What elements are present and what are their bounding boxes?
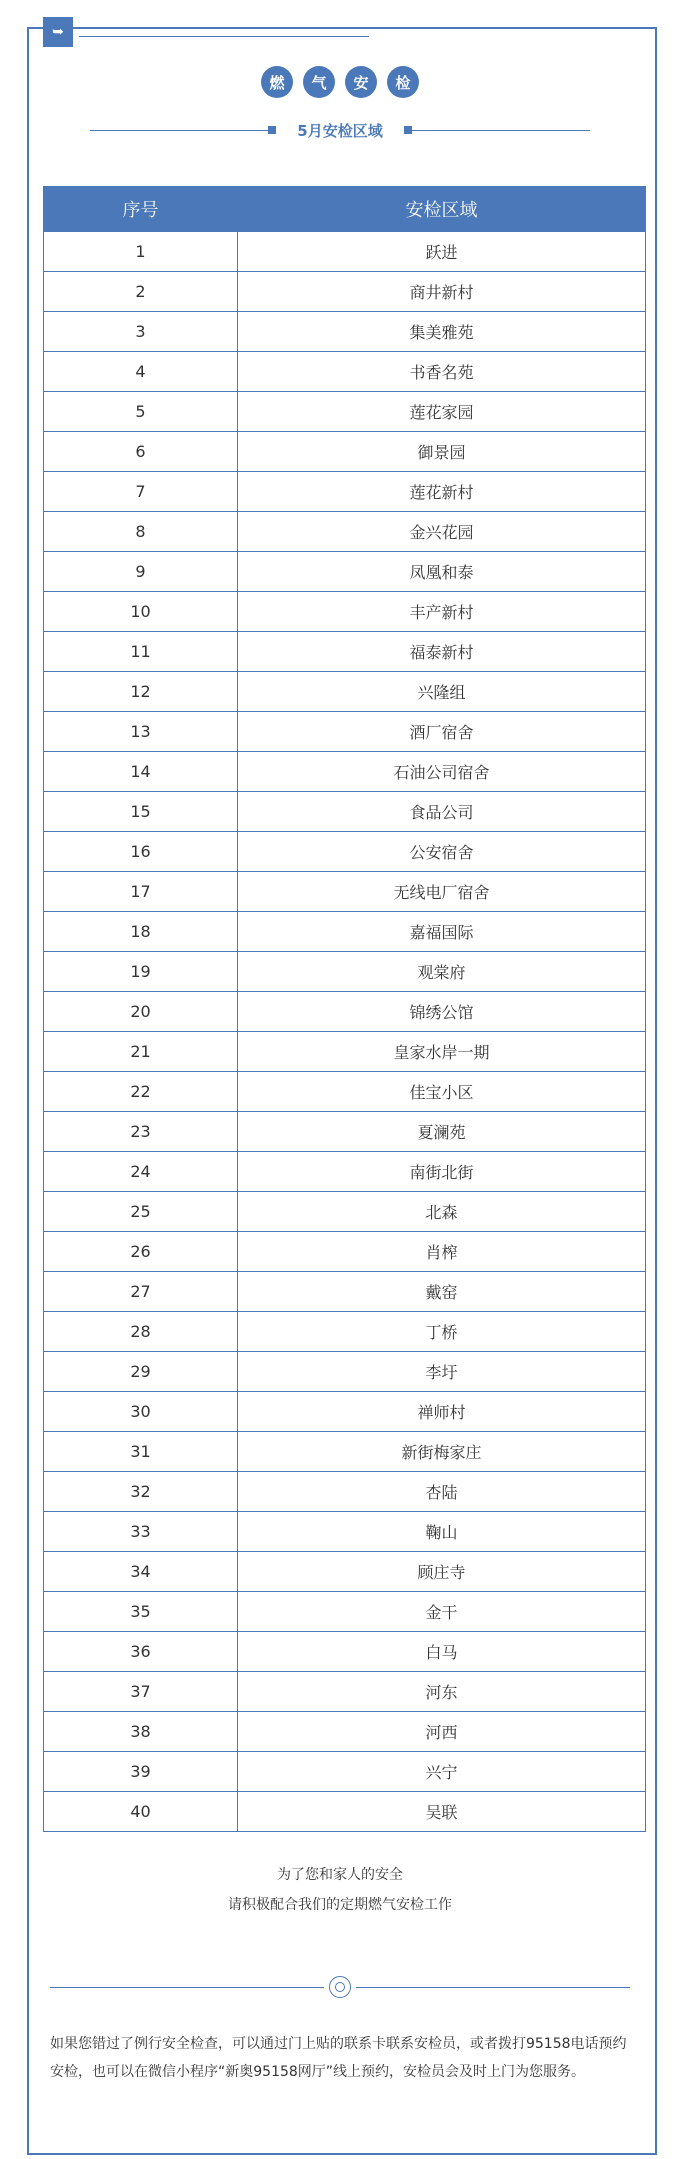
table-row — [44, 672, 646, 712]
row-index: 27 — [44, 1272, 238, 1312]
divider-line — [356, 1987, 630, 1988]
table-row — [44, 792, 646, 832]
row-index: 38 — [44, 1712, 238, 1752]
row-index: 21 — [44, 1032, 238, 1072]
table-row — [44, 1472, 646, 1512]
row-index: 30 — [44, 1392, 238, 1432]
row-area: 福泰新村 — [238, 632, 646, 672]
row-index: 34 — [44, 1552, 238, 1592]
row-index: 22 — [44, 1072, 238, 1112]
table-row — [44, 1152, 646, 1192]
title-char: 燃 — [261, 66, 293, 98]
row-index: 10 — [44, 592, 238, 632]
row-area: 新街梅家庄 — [238, 1432, 646, 1472]
row-area: 莲花家园 — [238, 392, 646, 432]
table-row — [44, 832, 646, 872]
column-header-area: 安检区域 — [238, 187, 646, 232]
row-index: 39 — [44, 1752, 238, 1792]
row-area: 吴联 — [238, 1792, 646, 1832]
row-area: 杏陆 — [238, 1472, 646, 1512]
row-area: 丁桥 — [238, 1312, 646, 1352]
table-row — [44, 1672, 646, 1712]
table-row — [44, 272, 646, 312]
row-index: 32 — [44, 1472, 238, 1512]
row-area: 北森 — [238, 1192, 646, 1232]
row-area: 锦绣公馆 — [238, 992, 646, 1032]
table-row — [44, 632, 646, 672]
row-index: 33 — [44, 1512, 238, 1552]
table-row — [44, 1392, 646, 1432]
row-index: 28 — [44, 1312, 238, 1352]
row-area: 观棠府 — [238, 952, 646, 992]
row-index: 26 — [44, 1232, 238, 1272]
title-char: 气 — [303, 66, 335, 98]
safety-line: 请积极配合我们的定期燃气安检工作 — [228, 1897, 452, 1913]
table-row — [44, 912, 646, 952]
row-area: 南街北街 — [238, 1152, 646, 1192]
row-area: 嘉福国际 — [238, 912, 646, 952]
row-area: 河西 — [238, 1712, 646, 1752]
row-area: 鞠山 — [238, 1512, 646, 1552]
table-row — [44, 1792, 646, 1832]
table-row — [44, 1072, 646, 1112]
row-area: 戴窑 — [238, 1272, 646, 1312]
row-index: 23 — [44, 1112, 238, 1152]
row-area: 河东 — [238, 1672, 646, 1712]
table-row — [44, 352, 646, 392]
row-index: 15 — [44, 792, 238, 832]
table-row — [44, 1192, 646, 1232]
table-row — [44, 1512, 646, 1552]
row-area: 酒厂宿舍 — [238, 712, 646, 752]
row-area: 莲花新村 — [238, 472, 646, 512]
row-area: 公安宿舍 — [238, 832, 646, 872]
row-index: 11 — [44, 632, 238, 672]
row-index: 29 — [44, 1352, 238, 1392]
table-row — [44, 432, 646, 472]
table-row — [44, 1032, 646, 1072]
row-index: 31 — [44, 1432, 238, 1472]
row-area: 皇家水岸一期 — [238, 1032, 646, 1072]
row-index: 20 — [44, 992, 238, 1032]
row-index: 37 — [44, 1672, 238, 1712]
table-row — [44, 392, 646, 432]
row-area: 金兴花园 — [238, 512, 646, 552]
table-row — [44, 552, 646, 592]
table-row — [44, 1712, 646, 1752]
table-row — [44, 1752, 646, 1792]
row-index: 5 — [44, 392, 238, 432]
table-row — [44, 312, 646, 352]
table-row — [44, 1592, 646, 1632]
table-row — [44, 1632, 646, 1672]
table-row — [44, 592, 646, 632]
arrow-right-icon: ➥ — [43, 17, 73, 47]
row-area: 商井新村 — [238, 272, 646, 312]
table-row — [44, 1552, 646, 1592]
row-index: 8 — [44, 512, 238, 552]
row-index: 17 — [44, 872, 238, 912]
row-index: 36 — [44, 1632, 238, 1672]
row-index: 24 — [44, 1152, 238, 1192]
row-index: 7 — [44, 472, 238, 512]
row-area: 书香名苑 — [238, 352, 646, 392]
square-marker — [268, 126, 276, 134]
row-area: 李圩 — [238, 1352, 646, 1392]
row-area: 御景园 — [238, 432, 646, 472]
row-area: 夏澜苑 — [238, 1112, 646, 1152]
table-row — [44, 1352, 646, 1392]
row-index: 35 — [44, 1592, 238, 1632]
divider-line — [90, 130, 268, 131]
corner-line — [79, 36, 369, 37]
row-index: 16 — [44, 832, 238, 872]
table-row — [44, 1432, 646, 1472]
table-header-row — [44, 187, 646, 232]
table-row — [44, 872, 646, 912]
table-row — [44, 1232, 646, 1272]
table-row — [44, 1312, 646, 1352]
row-area: 凤凰和泰 — [238, 552, 646, 592]
row-index: 6 — [44, 432, 238, 472]
table-row — [44, 952, 646, 992]
safety-line: 为了您和家人的安全 — [277, 1867, 403, 1883]
table-row — [44, 472, 646, 512]
row-index: 1 — [44, 232, 238, 272]
row-index: 40 — [44, 1792, 238, 1832]
row-area: 兴宁 — [238, 1752, 646, 1792]
row-index: 4 — [44, 352, 238, 392]
title-char: 检 — [387, 66, 419, 98]
row-area: 兴隆组 — [238, 672, 646, 712]
row-area: 石油公司宿舍 — [238, 752, 646, 792]
row-index: 2 — [44, 272, 238, 312]
row-index: 12 — [44, 672, 238, 712]
row-area: 禅师村 — [238, 1392, 646, 1432]
row-area: 肖榨 — [238, 1232, 646, 1272]
table-row — [44, 992, 646, 1032]
table-row — [44, 1112, 646, 1152]
row-index: 9 — [44, 552, 238, 592]
row-area: 跃进 — [238, 232, 646, 272]
row-area: 白马 — [238, 1632, 646, 1672]
row-index: 18 — [44, 912, 238, 952]
page-title — [0, 66, 680, 98]
double-circle-icon — [329, 1976, 351, 1998]
divider-line — [412, 130, 590, 131]
subtitle-banner — [90, 120, 590, 142]
table-row — [44, 712, 646, 752]
row-area: 顾庄寺 — [238, 1552, 646, 1592]
column-header-index: 序号 — [44, 187, 238, 232]
row-area: 集美雅苑 — [238, 312, 646, 352]
row-area: 佳宝小区 — [238, 1072, 646, 1112]
row-index: 14 — [44, 752, 238, 792]
row-area: 食品公司 — [238, 792, 646, 832]
title-char: 安 — [345, 66, 377, 98]
square-marker — [404, 126, 412, 134]
row-index: 13 — [44, 712, 238, 752]
row-area: 丰产新村 — [238, 592, 646, 632]
table-row — [44, 512, 646, 552]
row-index: 3 — [44, 312, 238, 352]
table-row — [44, 752, 646, 792]
notice-paragraph: 如果您错过了例行安全检查，可以通过门上贴的联系卡联系安检员，或者拨打95158电话预约安检，也可以在微信小程序“新奥95158网厅”线上预约，安检员会及时上门为您服务。 — [50, 2036, 627, 2080]
row-area: 金干 — [238, 1592, 646, 1632]
subtitle: 5月安检区域 — [297, 122, 383, 140]
safety-message — [0, 1860, 680, 1920]
row-index: 25 — [44, 1192, 238, 1232]
inspection-area-table — [43, 186, 646, 1832]
row-index: 19 — [44, 952, 238, 992]
table-row — [44, 232, 646, 272]
row-area: 无线电厂宿舍 — [238, 872, 646, 912]
table-row — [44, 1272, 646, 1312]
divider-line — [50, 1987, 324, 1988]
section-divider — [50, 1976, 630, 2000]
